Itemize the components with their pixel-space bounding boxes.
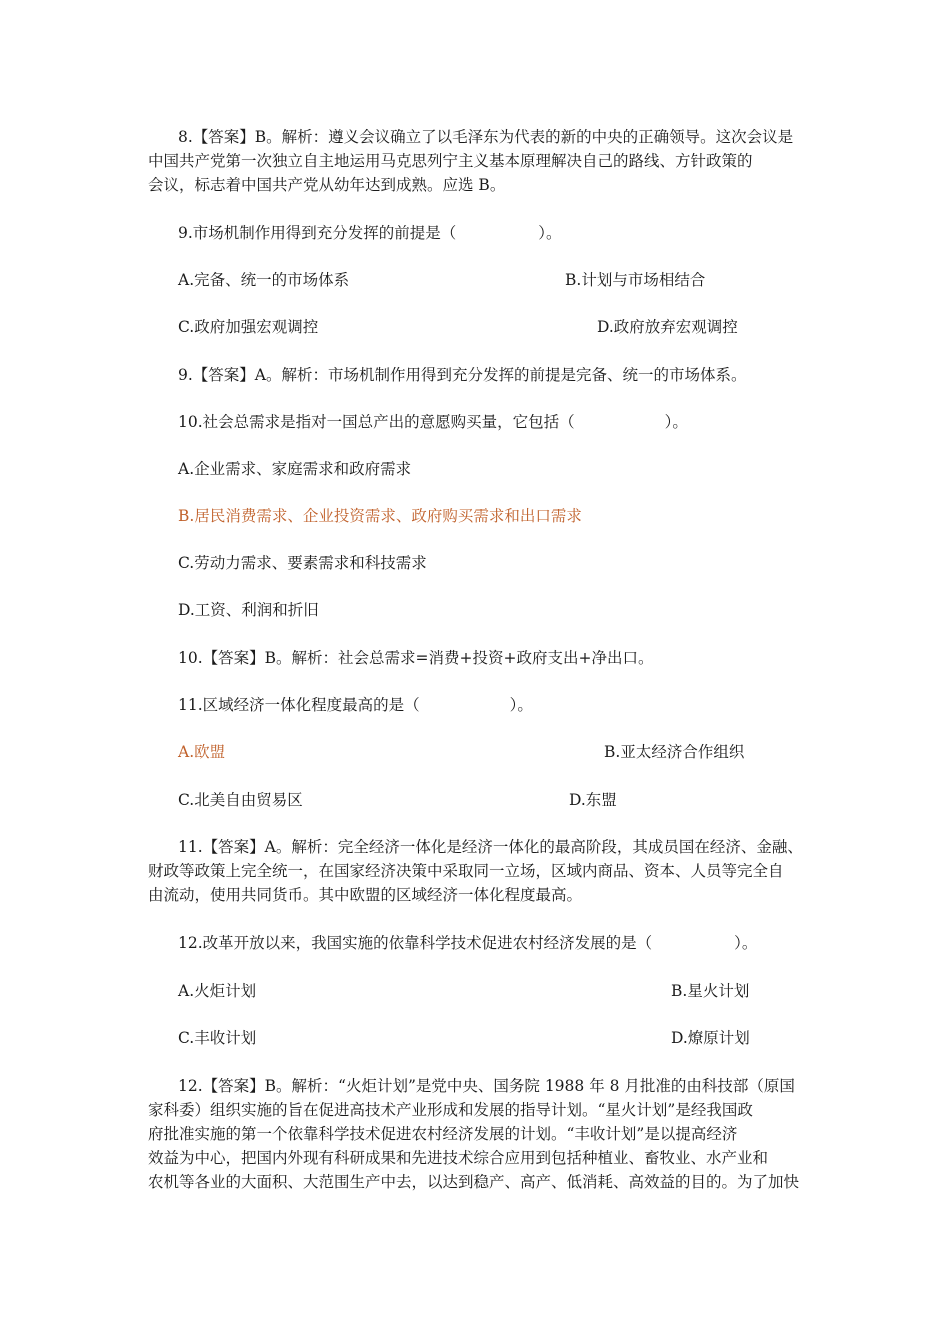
- answer-11-line-2: 财政等政策上完全统一，在国家经济决策中采取同一立场，区域内商品、资本、人员等完全自: [148, 862, 784, 880]
- question-11-option-b: B.亚太经济合作组织: [604, 743, 745, 761]
- question-9-option-a: A.完备、统一的市场体系: [178, 271, 350, 289]
- question-9-option-b: B.计划与市场相结合: [565, 271, 706, 289]
- question-10-option-c: C.劳动力需求、要素需求和科技需求: [178, 554, 427, 572]
- question-12-stem: [178, 932, 757, 954]
- question-9-stem-text: 9.市场机制作用得到充分发挥的前提是（: [178, 224, 457, 242]
- answer-10: 10.【答案】B。解析：社会总需求=消费+投资+政府支出+净出口。: [178, 649, 654, 667]
- question-10-option-d: D.工资、利润和折旧: [178, 601, 319, 619]
- question-10-option-b: B.居民消费需求、企业投资需求、政府购买需求和出口需求: [178, 507, 582, 525]
- question-12-stem-end: ）。: [734, 934, 758, 952]
- answer-12-line-3: 府批准实施的第一个依靠科学技术促进农村经济发展的计划。“丰收计划”是以提高经济: [148, 1125, 738, 1143]
- question-9-option-c: C.政府加强宏观调控: [178, 318, 319, 336]
- question-10-option-a: A.企业需求、家庭需求和政府需求: [178, 460, 412, 478]
- answer-8-line-2: 中国共产党第一次独立自主地运用马克思列宁主义基本原理解决自己的路线、方针政策的: [148, 152, 753, 170]
- answer-11-line-1: 11.【答案】A。解析：完全经济一体化是经济一体化的最高阶段，其成员国在经济、金融、: [178, 838, 803, 856]
- answer-12-line-5: 农机等各业的大面积、大范围生产中去，以达到稳产、高产、低消耗、高效益的目的。为了加快: [148, 1173, 800, 1191]
- question-12-option-c: C.丰收计划: [178, 1029, 257, 1047]
- question-11-option-c: C.北美自由贸易区: [178, 791, 303, 809]
- answer-12-line-1: 12.【答案】B。解析：“火炬计划”是党中央、国务院 1988 年 8 月批准的由科技部（原国: [178, 1077, 795, 1095]
- answer-11-line-3: 由流动，使用共同货币。其中欧盟的区域经济一体化程度最高。: [148, 886, 583, 904]
- answer-9: 9.【答案】A。解析：市场机制作用得到充分发挥的前提是完备、统一的市场体系。: [178, 366, 747, 384]
- question-11-option-a: A.欧盟: [178, 743, 226, 761]
- answer-12-line-2: 家科委）组织实施的旨在促进高技术产业形成和发展的指导计划。“星火计划”是经我国政: [148, 1101, 753, 1119]
- question-10-stem-end: ）。: [664, 413, 688, 431]
- question-11-option-d: D.东盟: [569, 791, 617, 809]
- question-12-option-b: B.星火计划: [671, 982, 750, 1000]
- question-12-option-d: D.燎原计划: [671, 1029, 750, 1047]
- question-10-stem-text: 10.社会总需求是指对一国总产出的意愿购买量，它包括（: [178, 413, 575, 431]
- question-12-option-a: A.火炬计划: [178, 982, 257, 1000]
- question-9-option-d: D.政府放弃宏观调控: [597, 318, 738, 336]
- answer-8-line-3: 会议，标志着中国共产党从幼年达到成熟。应选 B。: [148, 176, 506, 194]
- answer-12-line-4: 效益为中心，把国内外现有科研成果和先进技术综合应用到包括种植业、畜牧业、水产业和: [148, 1149, 769, 1167]
- question-9-stem: [178, 222, 562, 244]
- answer-8-line-1: 8.【答案】B。解析：遵义会议确立了以毛泽东为代表的新的中央的正确领导。这次会议是: [178, 128, 794, 146]
- question-9-stem-end: ）。: [538, 224, 562, 242]
- question-11-stem-end: ）。: [509, 696, 533, 714]
- question-12-stem-text: 12.改革开放以来，我国实施的依靠科学技术促进农村经济发展的是（: [178, 934, 653, 952]
- question-10-stem: [178, 411, 688, 433]
- question-11-stem: [178, 694, 533, 716]
- question-11-stem-text: 11.区域经济一体化程度最高的是（: [178, 696, 420, 714]
